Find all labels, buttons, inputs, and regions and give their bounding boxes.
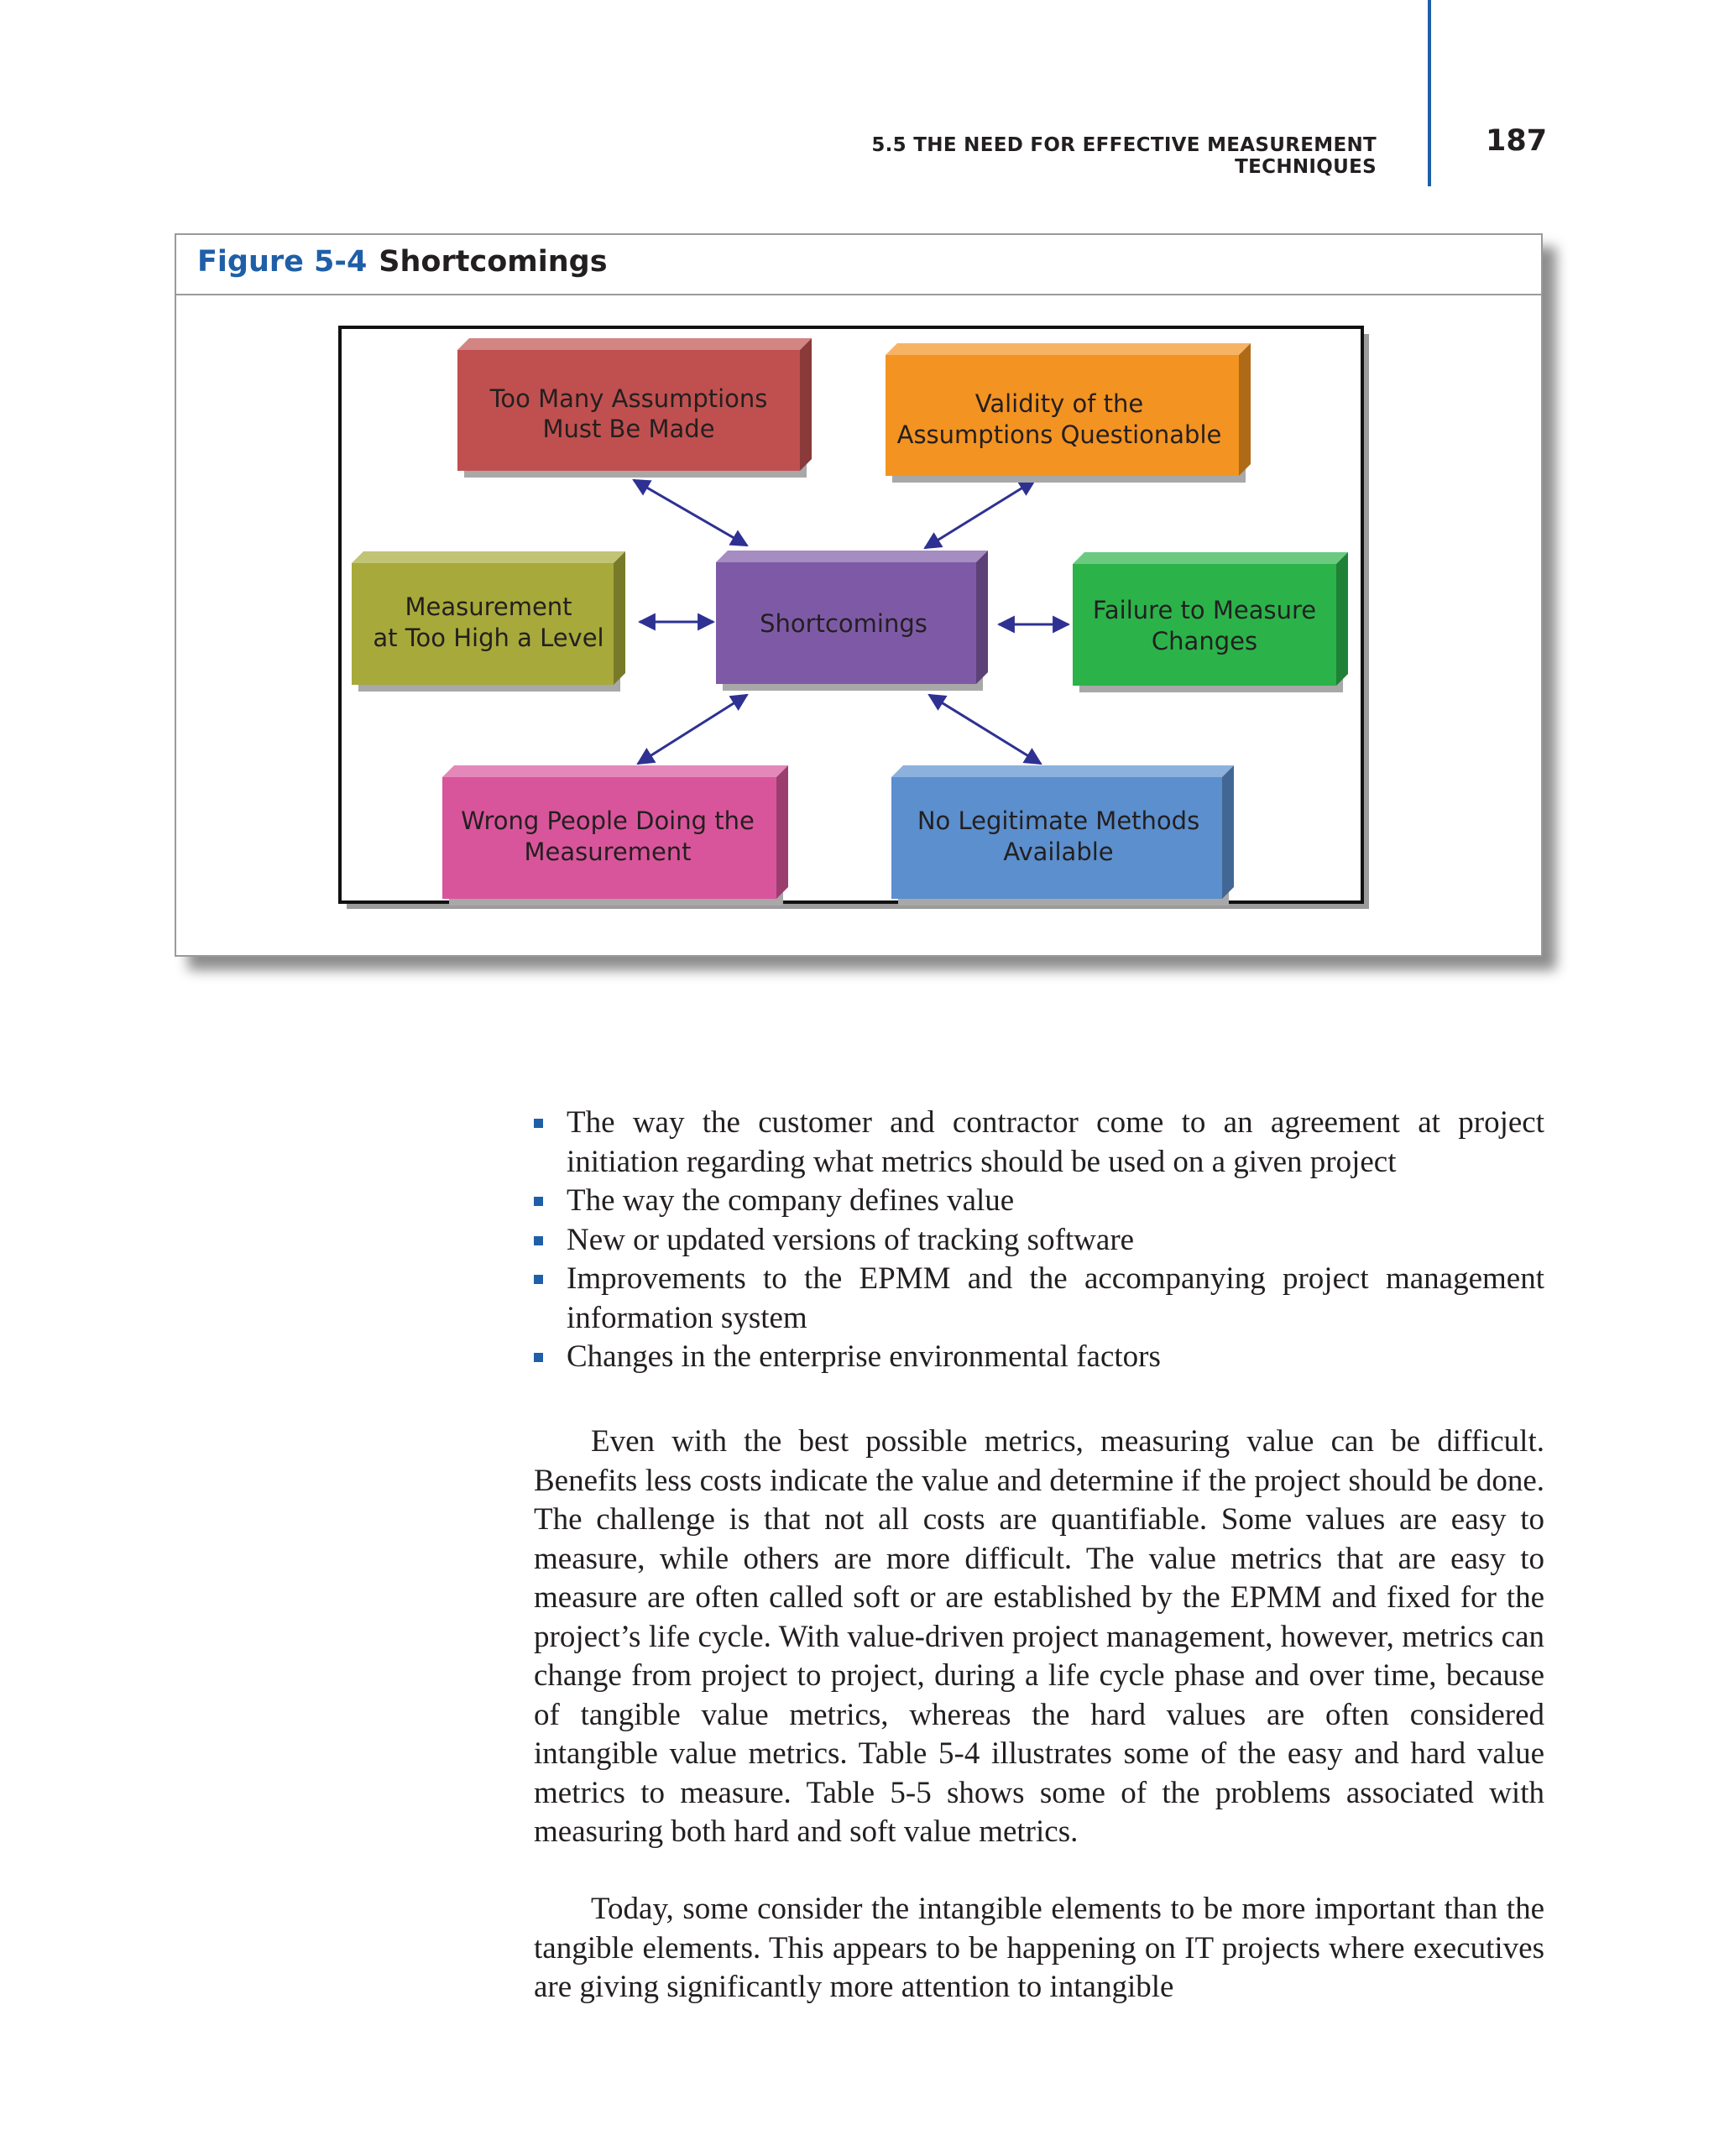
figure-box — [175, 233, 1543, 957]
node-center-label: Shortcomings — [760, 609, 927, 638]
node-measurement-too-high — [352, 551, 625, 692]
body-paragraph-1: Even with the best possible metrics, measuring value can be difficult. Benefits less costs indicate the value and determine if the project should be done. The challenge is that not all costs are quantifiable. Some values are easy to measure, while others are more difficult. The value metrics that are easy to measure are often called soft or are established by the EPMM and fixed for the project’s life cycle. With value-driven project management, however, metrics can change from project to project, during a life cycle phase and over time, because of tangible value metrics, whereas the hard values are often considered intangible value metrics. Table 5-4 illustrates some of the easy and hard value metrics to measure. Table 5-5 shows some of the problems associated with measuring both hard and soft value metrics. — [534, 1424, 1544, 1849]
node-wrong-people — [442, 765, 788, 906]
bullet-square-icon — [534, 1236, 543, 1245]
bullet-list — [529, 1104, 1544, 1377]
header-rule — [1428, 0, 1431, 186]
node-measurement-label-1: Measurement — [405, 593, 572, 621]
node-validity-label-1: Validity of the — [974, 389, 1144, 418]
list-item: The way the company defines value — [529, 1182, 1544, 1221]
list-item: Changes in the enterprise environmental factors — [529, 1338, 1544, 1377]
page-number: 187 — [1486, 124, 1548, 158]
list-item: Improvements to the EPMM and the accompanying project management information system — [529, 1260, 1544, 1338]
node-validity-label-2: Assumptions Questionable — [896, 420, 1222, 449]
node-validity-of-assumptions — [886, 343, 1251, 483]
node-failure-label-1: Failure to Measure — [1092, 596, 1317, 624]
list-item: New or updated versions of tracking software — [529, 1221, 1544, 1261]
shortcomings-diagram — [176, 235, 1544, 958]
node-failure-label-2: Changes — [1151, 627, 1258, 655]
node-no-legitimate-methods — [891, 765, 1234, 906]
bullet-square-icon — [534, 1119, 543, 1128]
running-head: 5.5 THE NEED FOR EFFECTIVE MEASUREMENT TECHNIQUES — [871, 134, 1377, 178]
node-failure-to-measure — [1073, 552, 1348, 692]
node-no-methods-label-2: Available — [1003, 838, 1114, 866]
bullet-square-icon — [534, 1353, 543, 1362]
figure-number: Figure 5-4 — [197, 245, 368, 279]
node-shortcomings-center — [716, 551, 988, 691]
body-paragraph-2: Today, some consider the intangible elements to be more important than the tangible elements. This appears to be happening on IT projects where executives are giving significantly more attention to intangible — [534, 1892, 1544, 2004]
node-no-methods-label-1: No Legitimate Methods — [917, 807, 1200, 835]
bullet-square-icon — [534, 1275, 543, 1284]
node-wrong-people-label-1: Wrong People Doing the — [461, 807, 755, 835]
list-item: The way the customer and contractor come to an agreement at project initiation regarding what metrics should be used on a given project — [529, 1104, 1544, 1182]
bullet-square-icon — [534, 1197, 543, 1206]
node-too-many-assumptions — [457, 338, 812, 478]
figure-title: Shortcomings — [379, 245, 608, 279]
node-wrong-people-label-2: Measurement — [524, 838, 692, 866]
node-too-many-assumptions-label-2: Must Be Made — [542, 415, 715, 443]
node-measurement-label-2: at Too High a Level — [373, 624, 604, 652]
node-too-many-assumptions-label-1: Too Many Assumptions — [489, 384, 768, 413]
